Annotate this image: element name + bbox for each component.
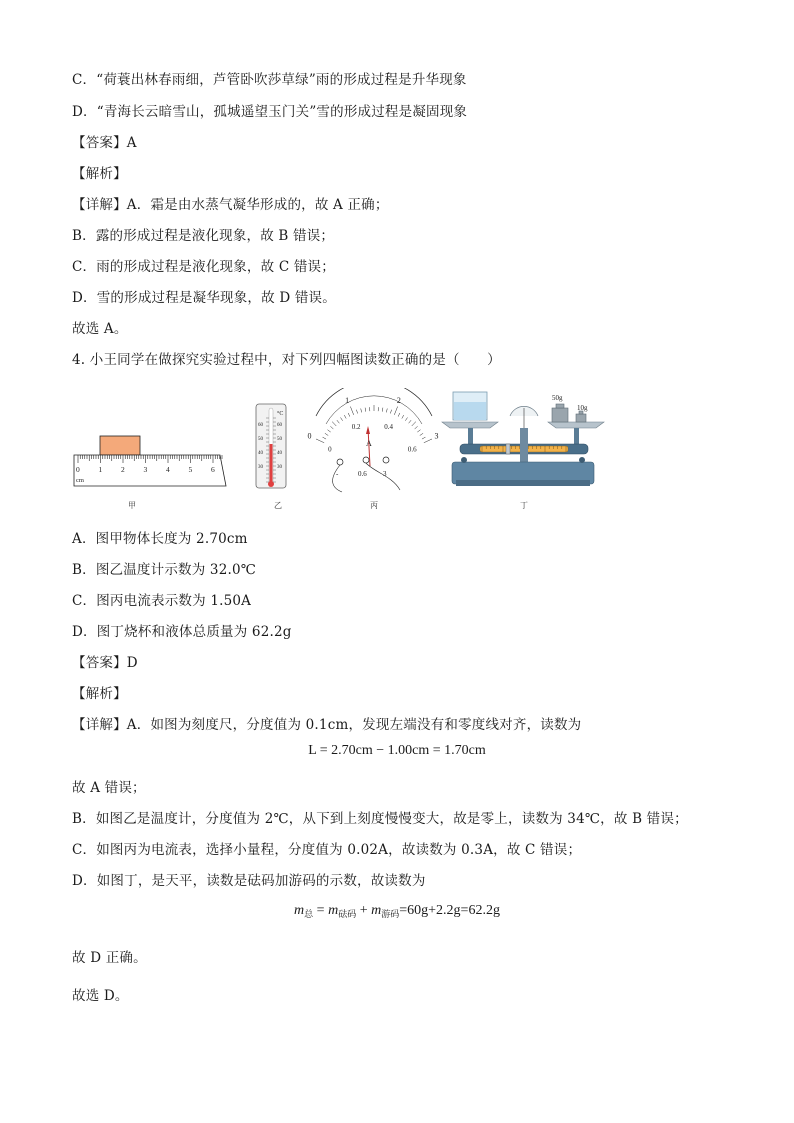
mass-symbol: m — [294, 903, 305, 918]
sub-total: 总 — [304, 909, 314, 919]
ruler-tick-label: 4 — [166, 465, 170, 474]
formula-mass — [0, 903, 794, 920]
ruler-body — [74, 455, 226, 486]
caption-yi: 乙 — [274, 501, 282, 510]
analysis-label: 【解析】 — [72, 686, 127, 702]
detail-b-prev: B．露的形成过程是液化现象，故 B 错误； — [72, 228, 335, 244]
weight-10g — [576, 414, 586, 422]
weight-10g-label: 10g — [577, 404, 588, 412]
thermo-left-label: 40 — [258, 451, 263, 456]
ammeter-tick — [350, 407, 353, 415]
choose-prev: 故选 A。 — [72, 321, 128, 337]
conclusion-d: 故 D 正确。 — [72, 950, 147, 966]
ammeter-tick — [332, 422, 336, 426]
ammeter-tick — [422, 437, 425, 439]
ammeter-tick — [323, 437, 326, 439]
detail-d-prev: D．雪的形成过程是凝华现象，故 D 错误。 — [72, 290, 336, 306]
thermometer-liquid — [270, 444, 273, 484]
conclusion-a: 故 A 错误； — [72, 780, 146, 796]
rider — [506, 444, 510, 454]
thermometer-figure — [256, 404, 286, 488]
thermometer-unit: °C — [277, 411, 284, 417]
right-pan — [548, 422, 604, 428]
ammeter-tick — [348, 413, 350, 417]
left-pan — [442, 422, 498, 428]
ammeter-outer-label: 0 — [307, 431, 312, 441]
terminal-label-3: 3 — [383, 470, 387, 478]
option-d-prev: D．“青海长云暗雪山，孤城遥望玉门关”雪的形成过程是凝固现象 — [72, 104, 468, 120]
measured-block — [100, 436, 140, 455]
sub-weights: 砝码 — [338, 909, 357, 919]
ruler-tick-label: 1 — [98, 465, 103, 474]
sub-rider: 游码 — [381, 909, 400, 919]
terminal-3 — [383, 457, 389, 463]
ammeter-tick — [424, 439, 432, 443]
ruler-tick-label: 2 — [121, 465, 125, 474]
option-c-prev: C．“荷蓑出林春雨细，芦管卧吹莎草绿”雨的形成过程是升华现象 — [72, 72, 467, 88]
ammeter-tick — [405, 417, 407, 420]
ammeter-tick — [415, 426, 418, 429]
option-b: B．图乙温度计示数为 32.0℃ — [72, 562, 257, 578]
thermo-right-label: 40 — [277, 451, 282, 456]
ammeter-tick — [330, 426, 333, 429]
ammeter-tick — [316, 439, 324, 443]
ammeter-tick — [402, 415, 404, 418]
ruler-tick-label: 3 — [143, 465, 148, 474]
detail-a: 【详解】A．如图为刻度尺，分度值为 0.1cm，发现左端没有和零度线对齐，读数为 — [72, 717, 582, 733]
choose-final: 故选 D。 — [72, 988, 129, 1004]
option-c: C．图丙电流表示数为 1.50A — [72, 593, 252, 609]
measurement-figures — [70, 388, 630, 516]
detail-c: C．如图丙为电流表，选择小量程，分度值为 0.02A，故读数为 0.3A，故 C 错误； — [72, 842, 582, 858]
ammeter-tick — [398, 413, 400, 417]
ammeter-tick — [356, 410, 357, 414]
answer-label-prev: 【答案】A — [72, 135, 137, 151]
detail-d: D．如图丁，是天平，读数是砝码加游码的示数，故读数为 — [72, 873, 426, 889]
option-a: A．图甲物体长度为 2.70cm — [72, 531, 248, 547]
ammeter-outer-label: 3 — [434, 431, 439, 441]
ruler-tick-label: 6 — [211, 465, 215, 474]
ruler-tick-label: 5 — [188, 465, 193, 474]
ammeter-tick — [365, 408, 366, 412]
question-4-stem: 4. 小王同学在做探究实验过程中，对下列四幅图读数正确的是（ ） — [72, 352, 501, 368]
ammeter-tick — [386, 409, 387, 413]
terminal-label-0-6: 0.6 — [358, 470, 367, 478]
thermo-left-label: 60 — [258, 423, 263, 428]
caption-ding: 丁 — [520, 501, 528, 510]
ammeter-tick — [417, 430, 420, 432]
ammeter-tick — [409, 420, 412, 423]
ammeter-inner-label: 0.6 — [407, 445, 417, 454]
thermo-right-label: 30 — [277, 465, 282, 470]
mass-symbol: m — [328, 903, 339, 918]
ammeter-inner-label: 0 — [328, 445, 332, 454]
ammeter-tick — [412, 422, 416, 426]
ammeter-inner-label: 0.4 — [384, 423, 393, 432]
terminal-label-negative: - — [336, 470, 339, 478]
beaker-liquid — [454, 402, 486, 420]
ammeter-tick — [390, 410, 391, 414]
ammeter-outer-label: 2 — [396, 395, 401, 405]
balance-figure — [442, 392, 604, 486]
ruler-unit-label: cm — [76, 477, 84, 484]
ammeter-symbol: A — [366, 439, 372, 448]
ammeter-tick — [337, 420, 340, 423]
thermo-right-label: 60 — [277, 423, 282, 428]
detail-a-prev: 【详解】A．霜是由水蒸气凝华形成的，故 A 正确； — [72, 197, 389, 213]
ammeter-tick — [394, 407, 397, 415]
ammeter-tick — [325, 433, 328, 435]
ammeter-tick — [420, 433, 423, 435]
plus-sign: + — [359, 903, 368, 918]
ammeter-tick — [340, 417, 342, 420]
ammeter-tick — [344, 415, 346, 418]
ammeter-tick — [361, 409, 362, 413]
analysis-label-prev: 【解析】 — [72, 166, 127, 182]
thermo-left-label: 50 — [258, 437, 263, 442]
equals-sign: = — [316, 903, 325, 918]
ammeter-tick — [382, 408, 383, 412]
weight-50g-label: 50g — [552, 394, 563, 402]
ammeter-figure — [308, 388, 439, 492]
ammeter-inner-label: 0.2 — [351, 423, 361, 432]
ammeter-tick — [328, 430, 331, 432]
detail-c-prev: C．雨的形成过程是液化现象，故 C 错误； — [72, 259, 335, 275]
thermo-left-label: 30 — [258, 465, 263, 470]
mass-symbol: m — [371, 903, 382, 918]
caption-bing: 丙 — [370, 501, 378, 510]
option-d: D．图丁烧杯和液体总质量为 62.2g — [72, 624, 292, 640]
ruler-figure — [74, 436, 226, 486]
weight-50g — [552, 408, 568, 422]
formula-length: L = 2.70cm − 1.00cm = 1.70cm — [308, 743, 486, 758]
caption-jia: 甲 — [128, 501, 136, 510]
ammeter-outer-label: 1 — [345, 395, 350, 405]
terminal-negative — [337, 459, 343, 465]
answer-label: 【答案】D — [72, 655, 138, 671]
detail-b: B．如图乙是温度计，分度值为 2℃，从下到上刻度慢慢变大，故是零上，读数为 34℃，故 B 错误； — [72, 811, 688, 827]
mass-result: =60g+2.2g=62.2g — [399, 903, 500, 918]
thermo-right-label: 50 — [277, 437, 282, 442]
terminal-0-6 — [363, 457, 369, 463]
ruler-tick-label: 0 — [76, 465, 80, 474]
